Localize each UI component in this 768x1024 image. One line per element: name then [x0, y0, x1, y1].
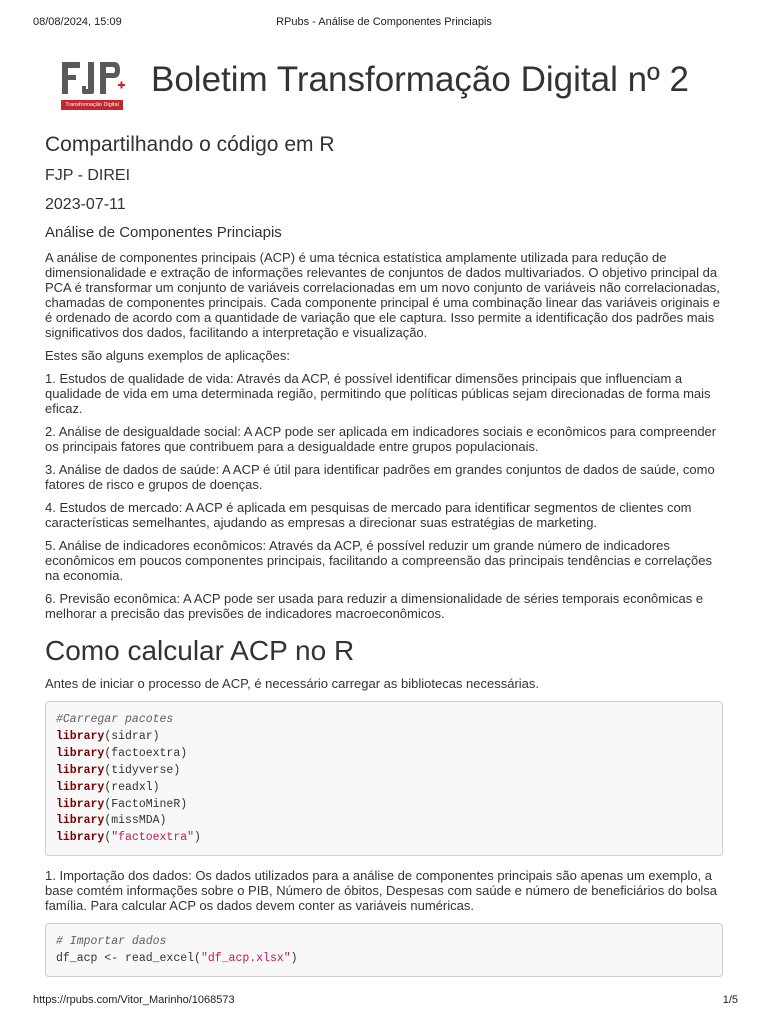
print-page-title: RPubs - Análise de Componentes Princiapis	[276, 16, 492, 28]
document-author: FJP - DIREI	[45, 167, 131, 184]
how-to-intro: Antes de iniciar o processo de ACP, é necessário carregar as bibliotecas necessárias.	[45, 676, 540, 691]
code-prefix: df_acp <- read_excel(	[56, 952, 201, 966]
code-keyword: library	[56, 729, 105, 743]
intro-paragraph: A análise de componentes principais (ACP) é uma técnica estatística amplamente utilizada para redução de dimensionalidade e extração de informações relevantes de conjuntos de dados multivariados. O objetivo principal da PCA é transformar um conjunto de variáveis correlacionadas em um novo conjunto de variáveis não correlacionadas, chamadas de componentes principais. Cada componente principal é uma combinação linear das variáveis originais e é ordenado de acordo com a quantidade de variação que ele captura. Isso permite a identificação dos padrões mais significativos dos dados, facilitando a interpretação e visualização.	[45, 250, 720, 340]
code-line	[56, 951, 712, 968]
how-to-heading: Como calcular ACP no R	[45, 635, 355, 666]
example-item-1: 1. Estudos de qualidade de vida: Através da ACP, é possível identificar dimensões principais que influenciam a qualidade de vida em uma determinada região, permitindo que políticas públicas sejam direcionadas de forma mais eficaz.	[45, 371, 711, 416]
code-args: (sidrar)	[104, 729, 160, 743]
print-url: https://rpubs.com/Vitor_Marinho/1068573	[33, 994, 235, 1006]
code-keyword: library	[56, 814, 105, 828]
code-comment: #Carregar pacotes	[56, 713, 174, 726]
code-args: (FactoMineR)	[104, 797, 188, 811]
example-item-5: 5. Análise de indicadores econômicos: Através da ACP, é possível reduzir um grande número de indicadores econômicos em poucos componentes principais, facilitando a compreensão das principais tendências e correlações na economia.	[45, 538, 712, 583]
fjp-logo	[58, 58, 126, 110]
code-line	[56, 729, 712, 746]
code-args: (factoextra)	[104, 746, 188, 760]
code-args: (readxl)	[104, 780, 160, 794]
code-line	[56, 813, 712, 830]
fjp-logo-mark	[58, 58, 126, 100]
example-item-2: 2. Análise de desigualdade social: A ACP pode ser aplicada em indicadores sociais e econômicos para compreender os principais fatores que contribuem para a desigualdade entre grupos populacionais.	[45, 424, 717, 454]
page-number: 1/5	[722, 994, 738, 1006]
code-string: "factoextra"	[111, 831, 195, 845]
code-line	[56, 797, 712, 814]
document-subtitle: Compartilhando o código em R	[45, 133, 335, 156]
document-content	[45, 133, 723, 989]
code-args: (missMDA)	[104, 814, 167, 828]
code-suffix: )	[290, 952, 298, 966]
example-item-3: 3. Análise de dados de saúde: A ACP é útil para identificar padrões em grandes conjuntos de dados de saúde, como fatores de risco e grupos de doenças.	[45, 462, 715, 492]
example-item-6: 6. Previsão econômica: A ACP pode ser usada para reduzir a dimensionalidade de séries temporais econômicas e melhorar a precisão das previsões de indicadores macroeconômicos.	[45, 591, 704, 621]
import-paragraph: 1. Importação dos dados: Os dados utilizados para a análise de componentes principais são apenas um exemplo, a base comtém informações sobre o PIB, Número de óbitos, Despesas com saúde e número de beneficiários do bolsa família. Para calcular ACP os dados devem conter as variáveis numéricas.	[45, 868, 718, 914]
code-keyword: library	[56, 780, 105, 794]
print-header	[0, 16, 768, 30]
document-date: 2023-07-11	[45, 196, 126, 213]
code-line: library("factoextra")	[56, 831, 201, 845]
logo-tagline: Transformação Digital	[61, 100, 123, 110]
code-comment: # Importar dados	[56, 935, 167, 949]
code-keyword: library	[56, 831, 105, 845]
code-keyword: library	[56, 746, 105, 760]
document-title: Boletim Transformação Digital nº 2	[151, 60, 690, 99]
example-item-4: 4. Estudos de mercado: A ACP é aplicada em pesquisas de mercado para identificar segmentos de clientes com características semelhantes, ajudando as empresas a direcionar suas estratégias de marketing.	[45, 500, 692, 530]
code-line	[56, 746, 712, 763]
print-footer	[0, 994, 768, 1008]
code-line	[56, 763, 712, 780]
code-args: (tidyverse)	[104, 763, 181, 777]
code-string: "df_acp.xlsx"	[200, 952, 291, 966]
code-block-import-data[interactable]	[45, 923, 723, 977]
examples-intro: Estes são alguns exemplos de aplicações:	[45, 348, 290, 363]
section-title: Análise de Componentes Princiapis	[45, 224, 282, 241]
print-date: 08/08/2024, 15:09	[33, 16, 122, 28]
code-keyword: library	[56, 763, 105, 777]
code-block-load-packages[interactable]	[45, 701, 723, 856]
code-keyword: library	[56, 797, 105, 811]
code-line	[56, 780, 712, 797]
